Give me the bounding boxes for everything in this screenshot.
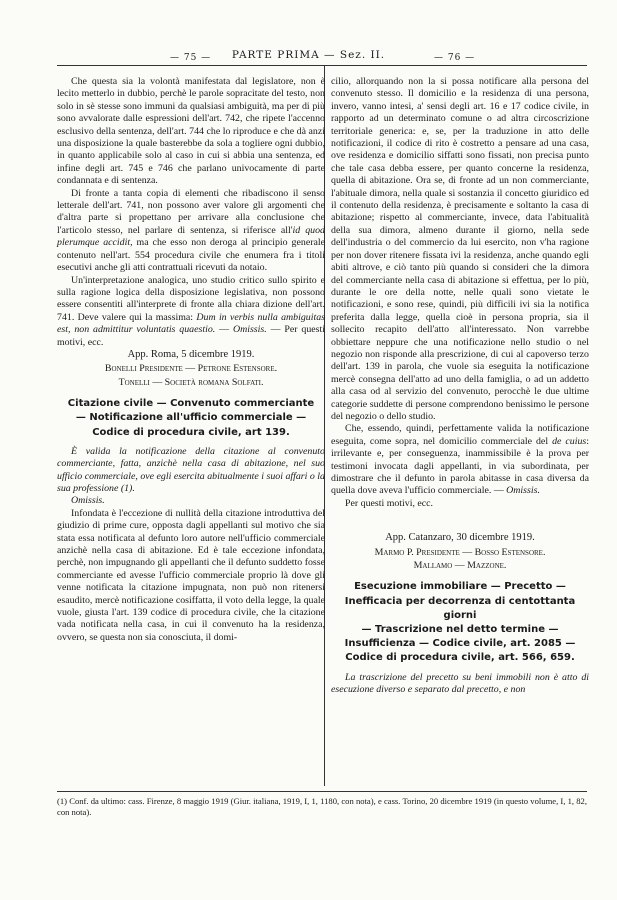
footnote-rule <box>57 791 587 792</box>
case-court: App. Roma, 5 dicembre 1919. <box>127 348 255 360</box>
case-court: App. Catanzaro, 30 dicembre 1919. <box>385 532 535 544</box>
case-headnotes: Citazione civile — Convenuto commerciante — Notificazione all'ufficio commerciale — Codice di procedura civile, art 139. <box>67 398 315 438</box>
omissis: Omissis. <box>71 495 105 507</box>
case-abstract: La trascrizione del precetto su beni immobili non è atto di esecuzione diverso e separato dal precetto, e non <box>331 671 589 696</box>
left-column <box>57 76 325 644</box>
case-abstract: È valida la notificazione della citazione al convenuto commerciante, fatta, anzichè nella casa di abitazione, nel suo ufficio commerciale, ove egli esercita abitualmente i suoi affari o la sua professione (1). <box>57 445 325 494</box>
page-number-left: — 75 — <box>170 53 212 63</box>
case-parties: Mallamo — Mazzone. <box>413 560 507 572</box>
case-judges: Bonelli Presidente — Petrone Estensore. <box>104 363 278 375</box>
paragraph: Un'interpretazione analogica, uno studio critico sullo spirito e sulla ragione logica della disposizione legislativa, non possono essere consentiti all'interprete di fronte alla chiara dizione dell'art. 741. Deve valere qui la massima: Dum in verbis nulla ambiguitas est, non admittitur voluntatis quaestio. — Omissis. — Per questi motivi, ecc. <box>57 274 326 348</box>
right-column <box>331 76 589 696</box>
paragraph: Per questi motivi, ecc. <box>345 497 434 509</box>
header-rule <box>57 65 587 66</box>
page-number-right: — 76 — <box>434 53 476 63</box>
case-judges: Marmo P. Presidente — Bosso Estensore. <box>374 546 546 558</box>
paragraph: Che questa sia la volontà manifestata dal legislatore, non è lecito metterlo in dubbio, perchè le parole sopracitate del testo, non solo in sè stesse sono immuni da qualsiasi ambiguità, ma per di più sono avvalorate dalle espressioni dell'art. 742, che ripete l'accenno esclusivo della sentenza, dell'art. 744 che lo riproduce e che dà anzi una disposizione la quale basterebbe da sola a togliere ogni dubbio, in quanto applicabile solo al caso in cui si abbia una sentenza, ed infine degli art. 745 e 746 che parlano univocamente di parte condannata e di sentenza. <box>57 76 325 187</box>
paragraph: cilio, allorquando non la si possa notificare alla persona del convenuto stesso. Il domicilio e la residenza di una persona, invero, vanno intesi, a' sensi degli art. 16 e 17 codice civile, in rapporto ad un determinato comune o ad altra circoscrizione territoriale generica: e, se, per la traduzione in atto delle notificazioni, il codice di rito è costretto a pensare ad una casa, ove residenza e domicilio siffatti sono fissati, non precisa punto che tale casa debba essere, per quanto concerne la residenza, quella di abitazione. Ora se, di fronte ad un non commerciante, l'abituale dimora, nella quale si sostanzia il concetto giuridico ed il contenuto della residenza, è precisamente e soltanto la casa di abitazione; rispetto al commerciante, invece, data l'abitualità della sua dimora, almeno durante il giorno, nella sede dell'industria o del commercio da lui esercito, non v'ha ragione per non dover ritenere fissata ivi la residenza, anche quando egli abiti altrove, e ciò tanto più quando si consideri che la dimora del commerciante nella casa di abitazione si effettua, per lo più, durante le ore della notte, nelle quali sono vietate le notificazioni, e sono rese, quindi, più difficili ivi sia la notifica preferita dalla legge, quella cioè in persona propria, sia il sollecito recapito dell'atto all'interessato. Non varrebbe obbiettare neppure che una notificazione nello studio o nel negozio non risponde alla prescrizione, di cui al capoverso terzo dell'art. 139 in parola, che vuole sia eseguita la notificazione mercè consegna dell'atto ad uno della famiglia, o ad un addetto alla casa od al servizio del convenuto, perocchè le due ultime categorie suddette di persone comprendono benissimo le persone del negozio o dello studio. <box>331 76 589 422</box>
paragraph: Di fronte a tanta copia di elementi che ribadiscono il senso letterale dell'art. 741, non possono aver valore gli argomenti che d'altra parte si propettano per arrivare alla conclusione che l'articolo stesso, nel parlare di sentenza, si riferisce all'id quod plerumque accidit, ma che esso non deroga al principio generale contenuto nell'art. 554 procedura civile che enumera fra i titoli esecutivi anche gli atti contrattuali ricevuti da notaio. <box>57 187 325 274</box>
running-header: PARTE PRIMA — Sez. II. <box>231 49 386 61</box>
case-headnotes: Esecuzione immobiliare — Precetto — Inefficacia per decorrenza di centottanta giorni — Trascrizione nel detto termine — Insufficienza — Codice civile, art. 2085 — Codice di procedura civile, art. 566, 659. <box>344 581 576 664</box>
footnote: (1) Conf. da ultimo: cass. Firenze, 8 maggio 1919 (Giur. italiana, 1919, I, 1, 1180, con nota), e cass. Torino, 20 dicembre 1919 (in questo volume, I, 1, 82, con nota). <box>57 796 587 817</box>
paragraph: Infondata è l'eccezione di nullità della citazione introduttiva del giudizio di prime cure, opposta dagli appellanti sul motivo che sia stata essa notificata al defunto loro autore nell'ufficio commerciale anzichè nella casa di abitazione. Ed è tale eccezione infondata, perchè, non impugnando gli appellanti che il defunto suddetto fosse commerciante ed avesse l'ufficio commerciale proprio là dove gli venne notificata la citazione impugnata, non può non ritenersi esaudito, mercè notificazione cosiffatta, il voto della legge, la quale vuole, giusta l'art. 139 codice di procedura civile, che la citazione vada notificata nella casa, in cui il convenuto ha la residenza, ovvero, se questa non sia conosciuta, il domi- <box>57 507 325 643</box>
paragraph: Che, essendo, quindi, perfettamente valida la notificazione eseguita, come sopra, nel domicilio commerciale del de cuius: irrilevante e, per conseguenza, inammissibile è la prova per testimoni invocata dagli appellanti, in via subordinata, per dimostrare che il defunto in parola abitasse in casa diversa da quella dove aveva l'ufficio commerciale. — Omissis. <box>331 423 589 497</box>
case-parties: Tonelli — Società romana Solfati. <box>118 376 264 388</box>
